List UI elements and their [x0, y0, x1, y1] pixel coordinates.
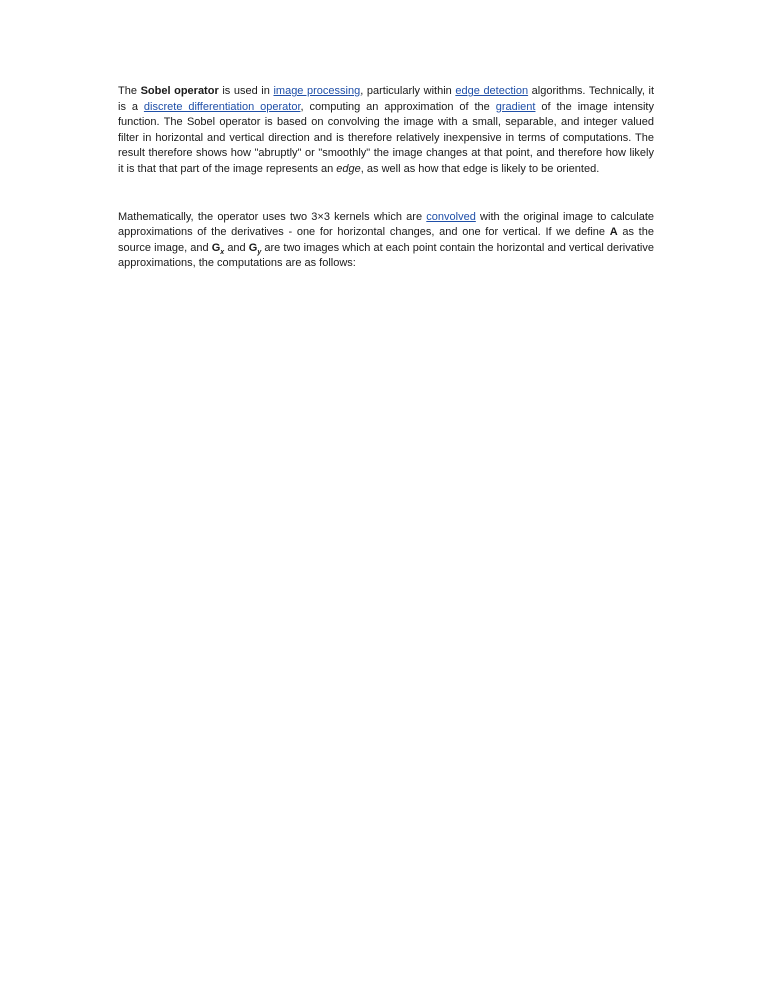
text-segment: The	[118, 85, 141, 97]
paragraph-kernels	[118, 210, 654, 272]
symbol-gy	[249, 242, 261, 254]
symbol-gx-subscript: x	[220, 248, 225, 256]
link-gradient[interactable]: gradient	[495, 100, 536, 113]
link-convolved[interactable]: convolved	[426, 210, 476, 223]
text-segment: algorithms. Technically, it is a	[118, 85, 655, 113]
symbol-a: A	[609, 226, 618, 239]
text-segment: Mathematically, the operator uses two 3×3 kernels which are	[118, 210, 427, 223]
link-discrete-differentiation-operator[interactable]: discrete differentiation operator	[143, 100, 301, 113]
text-segment: of the image intensity function. The Sobel operator is based on convolving the image with a small, separable, and integer valued filter in horizontal and vertical direction and is therefore relatively inexpensive in terms of computations. The result therefore shows how "abruptly" or "smoothly" the image changes at that point, and therefore how likely it is that that part of the image represents an	[118, 100, 654, 175]
link-image-processing[interactable]: image processing	[273, 85, 361, 97]
term-sobel-operator: Sobel operator	[140, 85, 219, 97]
document-page	[118, 84, 654, 272]
symbol-gy-subscript: y	[257, 248, 262, 256]
text-segment: , particularly within	[360, 85, 456, 97]
text-segment: is used in	[218, 85, 274, 97]
symbol-gx	[212, 242, 224, 254]
symbol-gy-base: G	[248, 241, 258, 254]
term-edge: edge	[336, 162, 361, 175]
paragraph-sobel-intro	[118, 84, 654, 178]
text-segment: as the source image, and	[118, 226, 654, 254]
text-segment: with the original image to calculate approximations of the derivatives - one for horizontal changes, and one for vertical. If we define	[118, 210, 654, 239]
text-segment: , as well as how that edge is likely to be oriented.	[360, 162, 600, 175]
text-segment: , computing an approximation of the	[300, 100, 496, 113]
link-edge-detection[interactable]: edge detection	[455, 85, 529, 97]
text-segment: and	[224, 241, 249, 254]
text-segment: are two images which at each point contain the horizontal and vertical derivative approximations, the computations are as follows:	[118, 241, 654, 270]
symbol-gx-base: G	[211, 241, 221, 254]
